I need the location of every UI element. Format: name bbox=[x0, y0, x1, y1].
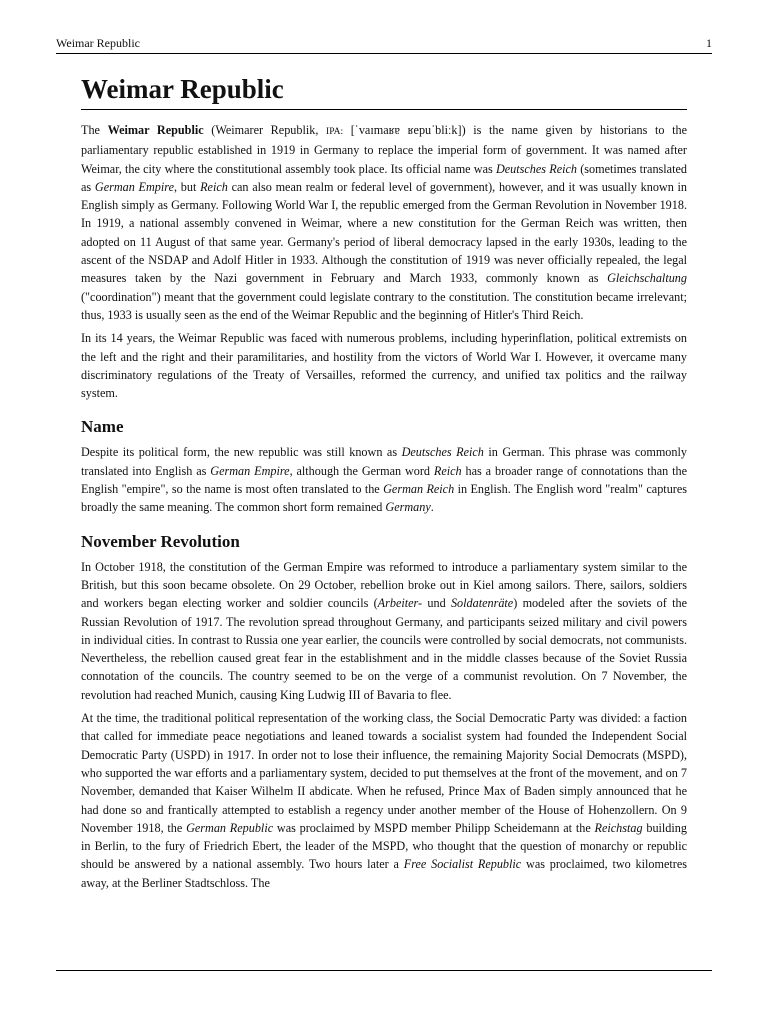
section-heading-november-revolution: November Revolution bbox=[81, 531, 240, 551]
italic-term: Free Socialist Republic bbox=[403, 857, 522, 872]
text-run: At the time, the traditional political representation of the working class, the Social Democratic Party was divided: a faction that called for immediate peace negotiations and leaned towards a socialist system had founded the Independent Social Democratic Party (USPD) in 1917. In order not to lose their influence, the remaining Majority Social Democrats (MSPD), who supported the war efforts and a parliamentary system, decided to put themselves at the front of the movement, and on 7 November, demanded that Kaiser Wilhelm II abdicate. When he refused, Prince Max of Baden simply announced that he had done so and frantically attempted to establish a regency under another member of the House of Hohenzollern. On 9 November 1918, the bbox=[81, 711, 687, 835]
text-run: Despite its political form, the new republic was still known as bbox=[81, 445, 402, 460]
text-run: has a broader range of connotations than the English "empire", so the name is most often translated to the bbox=[81, 463, 688, 497]
intro-paragraph-1 bbox=[81, 121, 687, 324]
text-run: was proclaimed by MSPD member Philipp Scheidemann at the bbox=[273, 820, 595, 835]
text-run: [ˈvaɪmaʁɐ ʁepuˈbliːk]) is the name given by historians to the parliamentary republic established in 1919 in Germany to replace the imperial form of government. It was named after Weimar, the city where the constitutional assembly took place. Its official name was bbox=[81, 123, 687, 176]
italic-term: German Empire bbox=[94, 179, 174, 194]
italic-term: Deutsches Reich bbox=[401, 445, 484, 460]
bold-term: Weimar Republic bbox=[107, 123, 204, 137]
italic-term: Arbeiter- bbox=[377, 596, 423, 611]
italic-term: German Reich bbox=[383, 482, 455, 497]
text-run: ) modeled after the soviets of the Russian Revolution of 1917. The revolution spread throughout Germany, and participants seized military and civil powers in individual cities. In contrast to Russia one year earlier, the councils were controlled by social democrats, not communists. Nevertheless, the rebellion caused great fear in the establishment and in the middle classes because of the Soviet Russia connotation of the councils. The country seemed to be on the verge of a communist revolution. On 7 November, the revolution had reached Munich, causing King Ludwig III of Bavaria to flee. bbox=[81, 596, 687, 702]
text-run: in English. The English word "realm" captures broadly the same meaning. The common short form remained bbox=[81, 482, 687, 515]
revolution-paragraph-2 bbox=[81, 709, 687, 892]
text-run: In October 1918, the constitution of the German Empire was reformed to introduce a parliamentary system similar to the British, but this soon became obsolete. On 29 October, rebellion broke out in Kiel among sailors. There, sailors, soldiers and workers began electing worker and soldier councils ( bbox=[81, 559, 687, 611]
article-title: Weimar Republic bbox=[81, 72, 687, 110]
text-run: was proclaimed, two kilometres away, at the Berliner Stadtschloss. The bbox=[81, 857, 687, 890]
italic-term: Soldatenräte bbox=[450, 596, 514, 611]
text-run: und bbox=[422, 596, 451, 611]
text-run: (Weimarer Republik, bbox=[203, 123, 327, 137]
italic-term: German Empire bbox=[210, 463, 290, 478]
italic-term: German Republic bbox=[186, 820, 274, 835]
intro-paragraph-2: In its 14 years, the Weimar Republic was faced with numerous problems, including hyperinflation, political extremists on the left and the right and their paramilitaries, and hostility from the victors of World War I. However, it overcame many discriminatory regulations of the Treaty of Versailles, reformed the currency, and unified tax politics and the railway system. bbox=[81, 331, 687, 401]
text-run: (sometimes translated as bbox=[81, 161, 687, 194]
revolution-paragraph-1 bbox=[81, 558, 687, 704]
text-run: ("coordination") meant that the government could legislate contrary to the constitution. The constitution became irrelevant; thus, 1933 is usually seen as the end of the Weimar Republic and the beginning of Hitler's Third Reich. bbox=[81, 289, 687, 322]
italic-term: Deutsches Reich bbox=[495, 161, 577, 176]
running-title: Weimar Republic bbox=[56, 36, 141, 50]
italic-term: Reich bbox=[200, 179, 228, 194]
running-header bbox=[56, 37, 712, 54]
text-run: building in Berlin, to the fury of Friedrich Ebert, the leader of the MSPD, who thought that the question of monarchy or republic should be answered by a national assembly. Two hours later a bbox=[81, 820, 687, 872]
section-heading-name: Name bbox=[81, 417, 124, 437]
article-body bbox=[81, 70, 687, 897]
text-run: The bbox=[81, 123, 108, 137]
italic-term: Germany bbox=[385, 500, 431, 515]
italic-term: Reich bbox=[433, 463, 462, 478]
text-run: in German. This phrase was commonly translated into English as bbox=[81, 445, 687, 478]
italic-term: Gleichschaltung bbox=[607, 271, 687, 286]
footer-rule bbox=[56, 970, 712, 971]
ipa-label[interactable]: IPA: bbox=[326, 127, 344, 137]
name-paragraph bbox=[81, 443, 687, 516]
text-run: . bbox=[430, 500, 434, 515]
text-run: , although the German word bbox=[289, 463, 434, 478]
text-run: , but bbox=[174, 179, 201, 194]
italic-term: Reichstag bbox=[594, 820, 643, 835]
text-run: can also mean realm or federal level of government), however, and it was usually known in English simply as Germany. Following World War I, the republic emerged from the German Revolution in November 1918. In 1919, a national assembly convened in Weimar, where a new constitution for the German Reich was written, then adopted on 11 August of that same year. Germany's period of liberal democracy lapsed in the early 1930s, leading to the ascent of the NSDAP and Adolf Hitler in 1933. Although the constitution of 1919 was never officially repealed, the legal measures taken by the Nazi government in February and March 1933, commonly known as bbox=[81, 179, 688, 286]
page-number: 1 bbox=[706, 36, 712, 50]
